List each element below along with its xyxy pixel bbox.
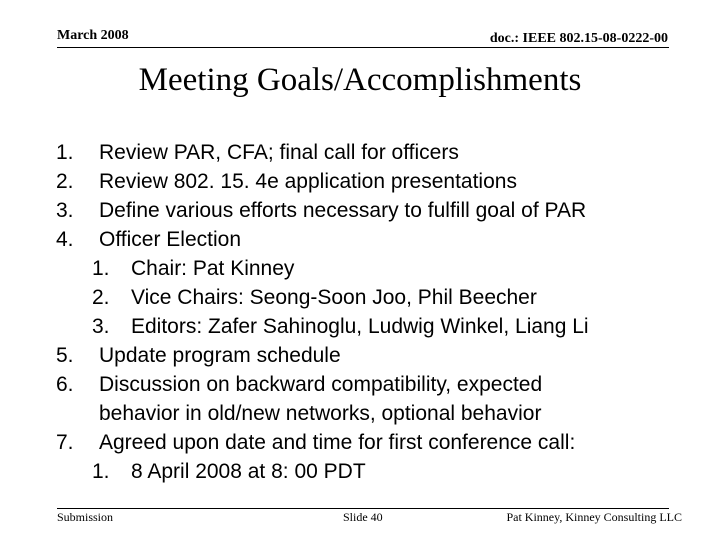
sub-item-number: 3.	[92, 315, 110, 338]
header-divider	[57, 47, 669, 48]
slide-title: Meeting Goals/Accomplishments	[138, 62, 582, 98]
sub-item-text: Editors: Zafer Sahinoglu, Ludwig Winkel, Liang Li	[131, 315, 589, 338]
item-number: 1.	[56, 141, 74, 164]
footer-author: Pat Kinney, Kinney Consulting LLC	[506, 510, 682, 524]
item-text: Review 802. 15. 4e application presentations	[99, 170, 517, 193]
footer-slide-number: Slide 40	[343, 510, 383, 524]
item-number: 2.	[56, 170, 74, 193]
item-text: Review PAR, CFA; final call for officers	[99, 141, 459, 164]
item-number: 7.	[56, 431, 74, 454]
sub-item-number: 1.	[92, 257, 110, 280]
header-doc-id: doc.: IEEE 802.15-08-0222-00	[489, 31, 668, 46]
footer-divider	[57, 508, 669, 509]
item-text-continuation: behavior in old/new networks, optional behavior	[99, 402, 542, 425]
item-text: Officer Election	[99, 228, 242, 251]
item-text: Discussion on backward compatibility, expected	[99, 373, 543, 396]
item-number: 4.	[56, 228, 74, 251]
sub-item-text: 8 April 2008 at 8: 00 PDT	[131, 460, 366, 483]
header-date: March 2008	[57, 28, 129, 43]
sub-item-number: 1.	[92, 460, 110, 483]
item-text: Define various efforts necessary to fulfill goal of PAR	[99, 199, 587, 222]
sub-item-number: 2.	[92, 286, 110, 309]
item-text: Agreed upon date and time for first conference call:	[99, 431, 576, 454]
sub-item-text: Chair: Pat Kinney	[131, 257, 295, 280]
item-number: 3.	[56, 199, 74, 222]
item-number: 5.	[56, 344, 74, 367]
sub-item-text: Vice Chairs: Seong-Soon Joo, Phil Beecher	[131, 286, 537, 309]
item-text: Update program schedule	[99, 344, 341, 367]
footer-submission: Submission	[57, 510, 114, 524]
item-number: 6.	[56, 373, 74, 396]
